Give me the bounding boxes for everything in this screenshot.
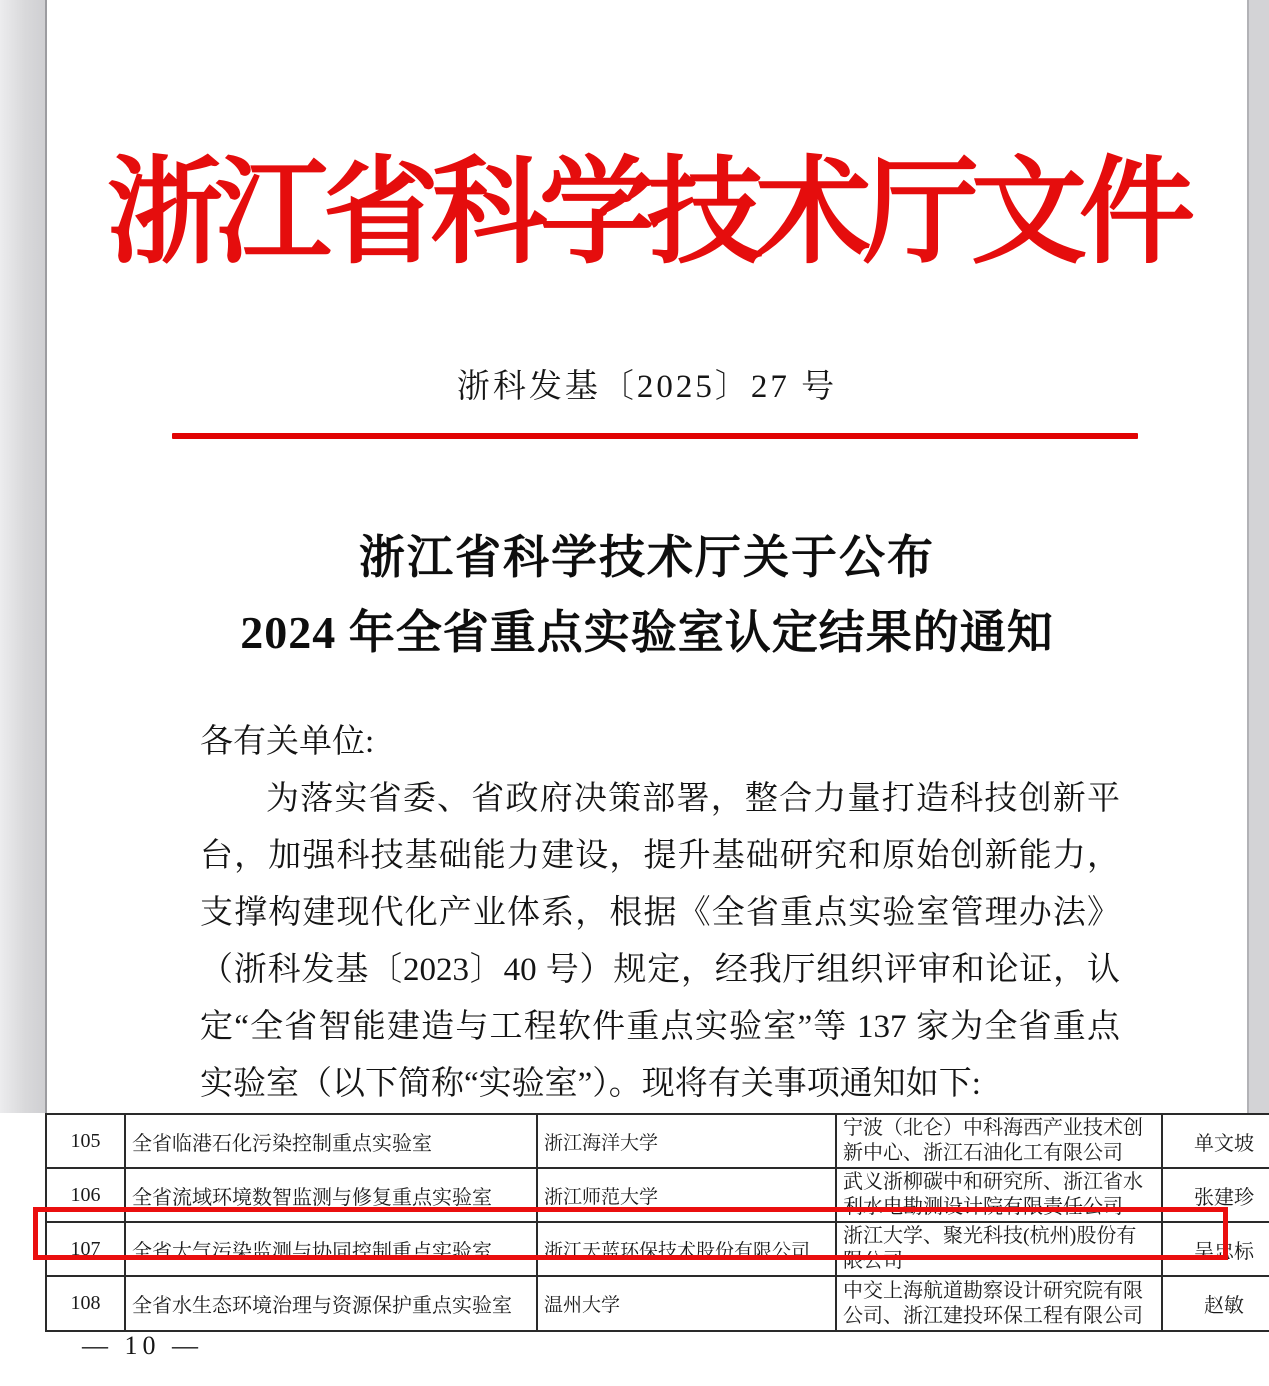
row-number-cell: 107: [46, 1222, 125, 1276]
body-paragraph: 为落实省委、省政府决策部署，整合力量打造科技创新平台，加强科技基础能力建设，提升基础研究和原始创新能力，支撑构建现代化产业体系，根据《全省重点实验室管理办法》（浙科发基〔2023〕40 号）规定，经我厅组织评审和论证，认定“全省智能建造与工程软件重点实验室”等 137 家为全省重点实验室（以下简称“实验室”）。现将有关事项通知如下:: [200, 781, 1120, 1102]
director-cell: 吴忠标: [1162, 1222, 1269, 1276]
row-107-red-highlight-box: [33, 1207, 1228, 1260]
lab-name-cell: 全省流域环境数智监测与修复重点实验室: [125, 1168, 537, 1222]
director-cell: 单文坡: [1162, 1114, 1269, 1168]
lab-name-cell: 全省水生态环境治理与资源保护重点实验室: [125, 1276, 537, 1331]
lab-name-cell: 全省临港石化污染控制重点实验室: [125, 1114, 537, 1168]
partner-units-cell: 中交上海航道勘察设计研究院有限公司、浙江建投环保工程有限公司: [836, 1276, 1162, 1331]
red-divider-line: [172, 433, 1138, 439]
table-row: [46, 1276, 1269, 1331]
document-number: 浙科发基〔2025〕27 号: [456, 369, 838, 405]
letterhead-title: 浙江省科学技术厅文件: [107, 150, 1187, 278]
host-unit-cell: 温州大学: [537, 1276, 836, 1331]
table-row: [46, 1114, 1269, 1168]
lab-name-cell: 全省大气污染监测与协同控制重点实验室: [125, 1222, 537, 1276]
partner-units-cell: 浙江大学、聚光科技(杭州)股份有限公司: [836, 1222, 1162, 1276]
row-number-cell: 108: [46, 1276, 125, 1331]
row-number-cell: 105: [46, 1114, 125, 1168]
notice-title-line2: 2024 年全省重点实验室认定结果的通知: [240, 607, 1054, 658]
salutation: 各有关单位:: [200, 724, 375, 760]
scan-left-margin-shadow: [0, 0, 47, 1113]
notice-title-line1: 浙江省科学技术厅关于公布: [359, 532, 935, 583]
director-cell: 张建珍: [1162, 1168, 1269, 1222]
partner-units-cell: 武义浙柳碳中和研究所、浙江省水利水电勘测设计院有限责任公司: [836, 1168, 1162, 1222]
scan-right-margin-shadow: [1247, 0, 1269, 1113]
results-table-region: [0, 1113, 1269, 1386]
notice-body: [200, 714, 1120, 1113]
page-number: — 10 —: [82, 1331, 203, 1360]
host-unit-cell: 浙江海洋大学: [537, 1114, 836, 1168]
host-unit-cell: 浙江师范大学: [537, 1168, 836, 1222]
director-cell: 赵敏: [1162, 1276, 1269, 1331]
row-number-cell: 106: [46, 1168, 125, 1222]
partner-units-cell: 宁波（北仑）中科海西产业技术创新中心、浙江石油化工有限公司: [836, 1114, 1162, 1168]
host-unit-cell: 浙江天蓝环保技术股份有限公司: [537, 1222, 836, 1276]
